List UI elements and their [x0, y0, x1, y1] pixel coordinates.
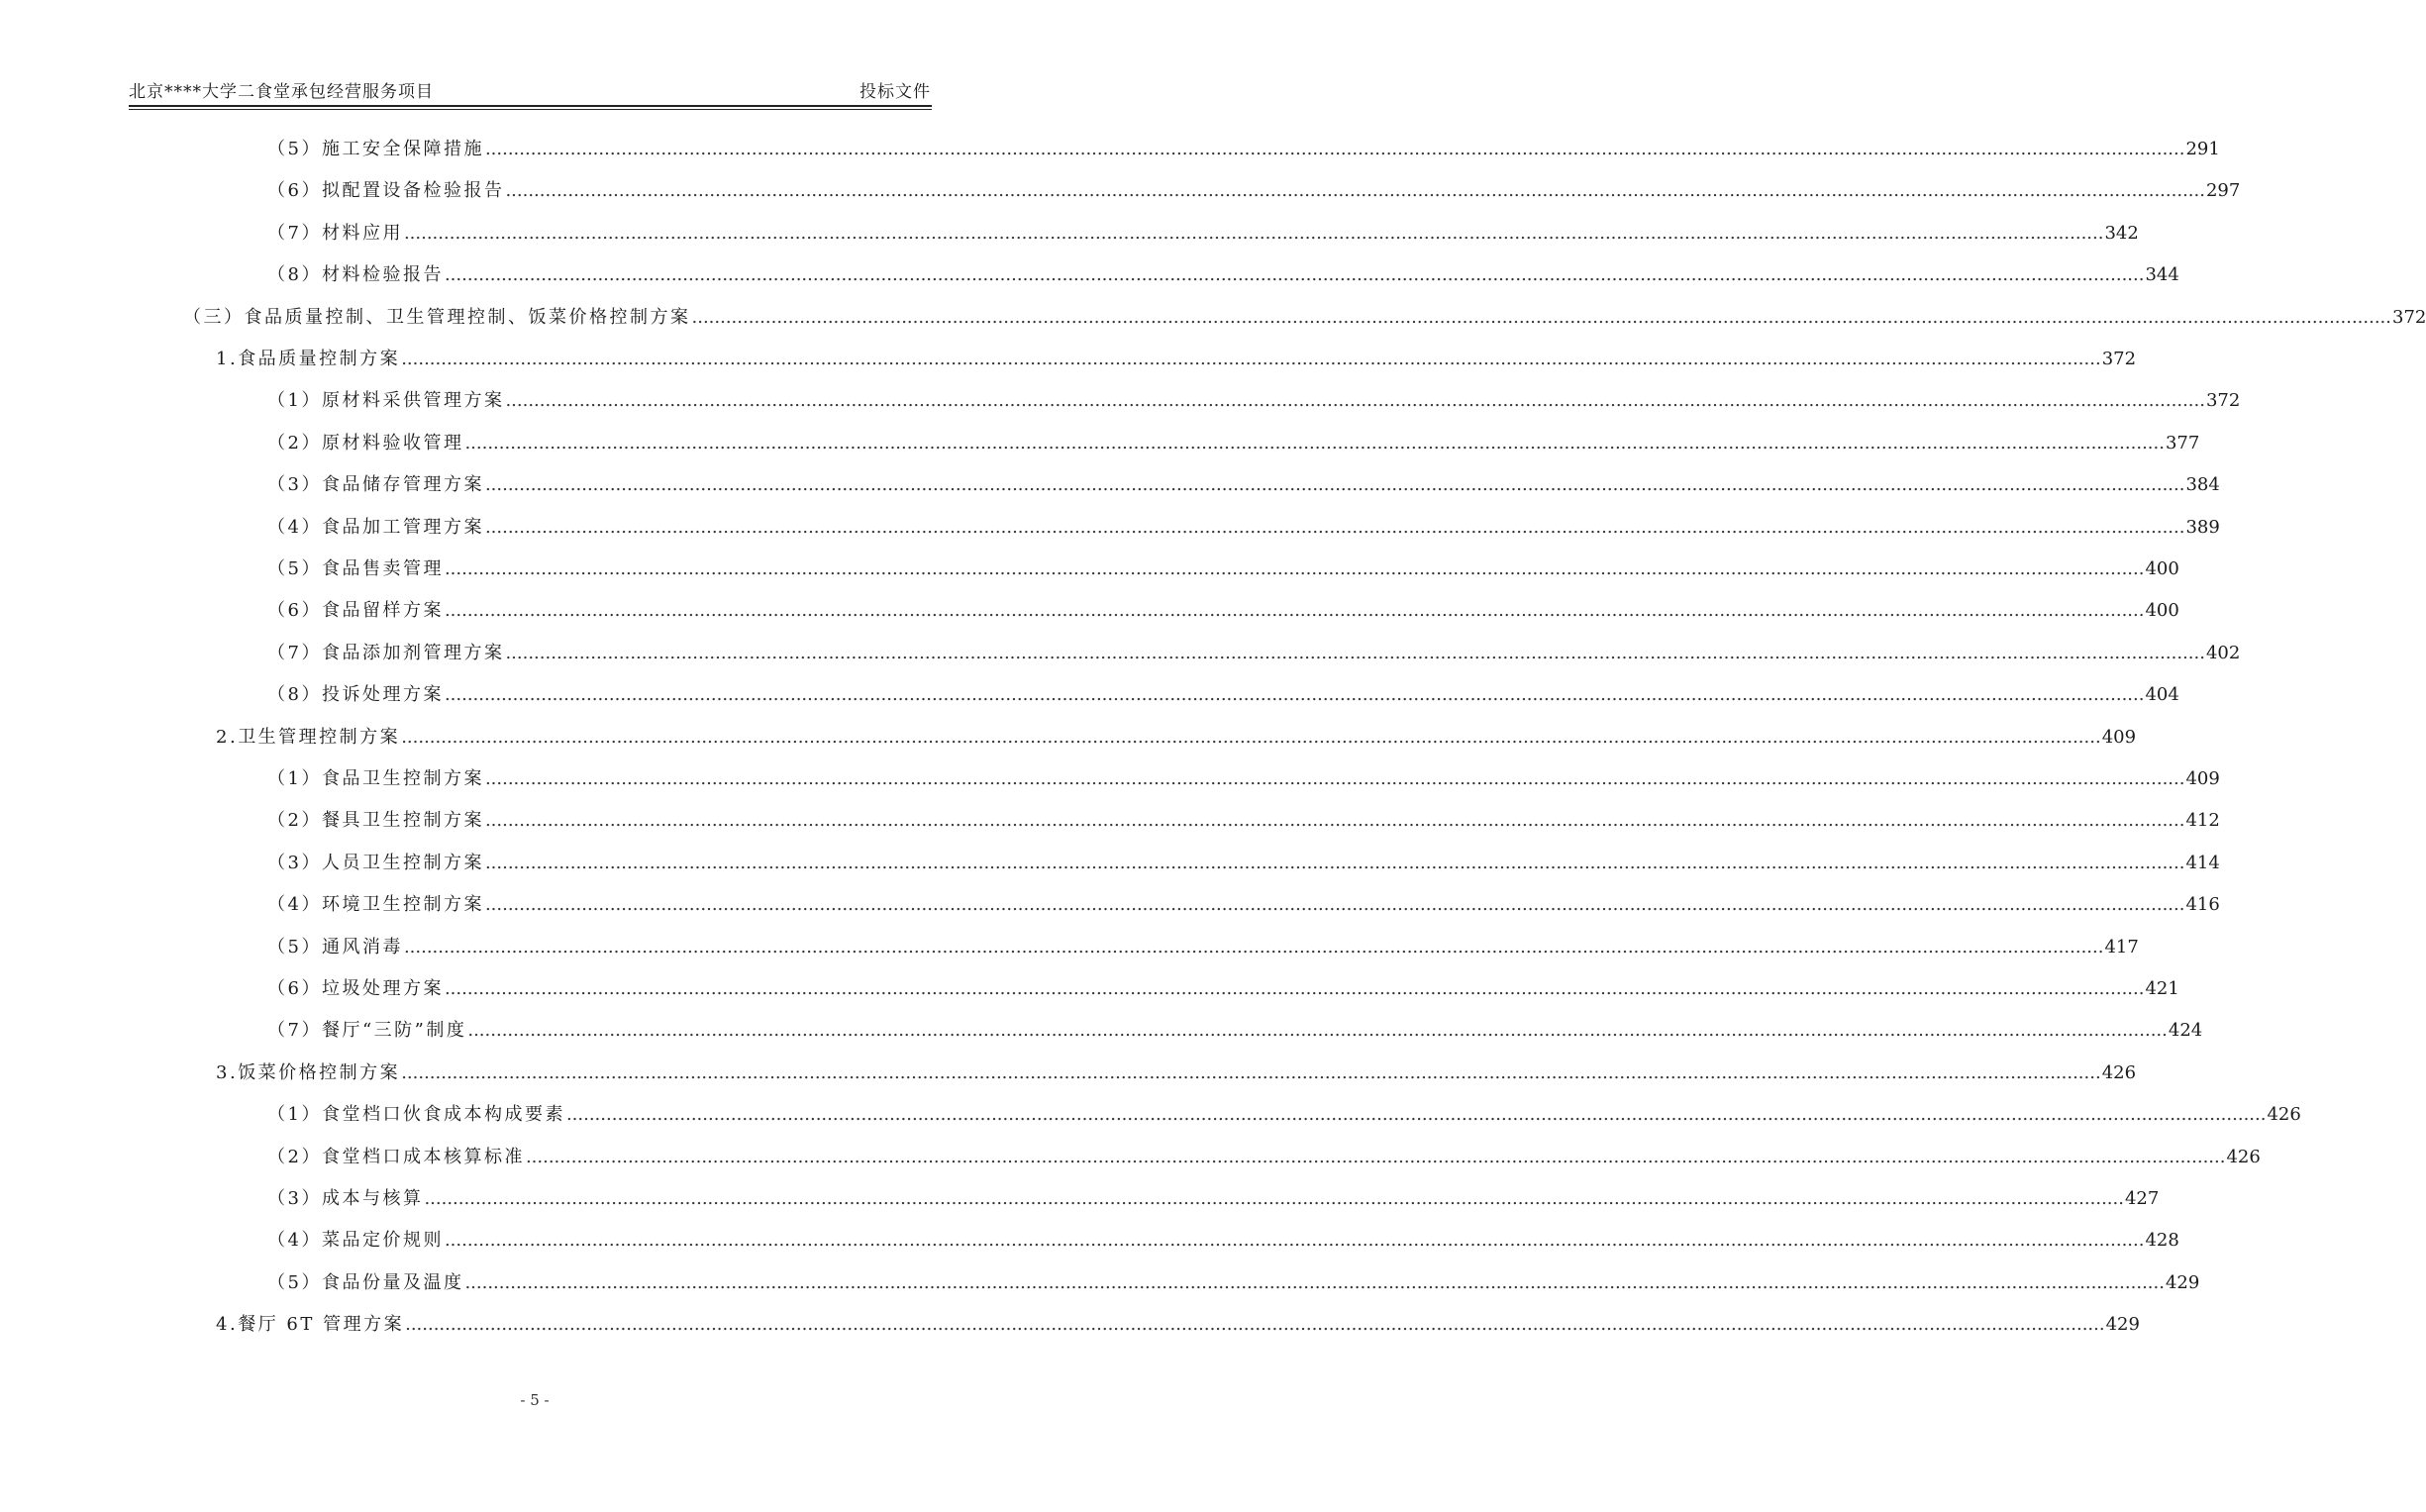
- toc-entry[interactable]: [267, 508, 2220, 548]
- toc-entry-number: （4）: [267, 516, 322, 538]
- toc-entry-number: 3.: [216, 1061, 239, 1083]
- toc-entry-page: 372: [2392, 306, 2426, 328]
- toc-entry-title: 环境卫生控制方案: [321, 894, 484, 916]
- toc-entry[interactable]: [267, 1263, 2200, 1303]
- toc-entry[interactable]: [267, 591, 2179, 631]
- toc-entry[interactable]: [267, 1179, 2160, 1219]
- toc-entry-title: 食品卫生控制方案: [321, 768, 484, 789]
- header-project-title: 北京****大学二食堂承包经营服务项目: [129, 82, 434, 102]
- toc-entry-number: （3）: [267, 852, 322, 873]
- toc-entry-title: 饭菜价格控制方案: [238, 1061, 401, 1083]
- toc-entry-title: 餐厅 6T 管理方案: [238, 1314, 405, 1336]
- toc-dot-leader: ............................................................................................................................................................................................................................................................................................................: [444, 1230, 2145, 1252]
- toc-entry-page: 389: [2185, 516, 2220, 538]
- toc-entry[interactable]: [267, 759, 2220, 799]
- toc-entry-title: 原材料采供管理方案: [321, 390, 505, 412]
- page-number: - 5 -: [520, 1391, 550, 1409]
- toc-entry-title: 卫生管理控制方案: [238, 726, 401, 748]
- toc-entry[interactable]: [267, 1011, 2203, 1051]
- toc-entry[interactable]: [267, 381, 2241, 421]
- toc-entry-page: 384: [2185, 474, 2220, 496]
- toc-entry-number: （4）: [267, 894, 322, 916]
- toc-entry[interactable]: [267, 130, 2220, 169]
- toc-entry-number: （8）: [267, 264, 322, 286]
- toc-dot-leader: ............................................................................................................................................................................................................................................................................................................: [484, 768, 2185, 789]
- toc-entry-page: 414: [2185, 852, 2220, 873]
- toc-entry-page: 416: [2185, 894, 2220, 916]
- toc-dot-leader: ............................................................................................................................................................................................................................................................................................................: [484, 474, 2185, 496]
- toc-entry-page: 429: [2165, 1271, 2200, 1293]
- toc-entry-number: （7）: [267, 642, 322, 663]
- toc-entry-title: 餐具卫生控制方案: [321, 810, 484, 832]
- page-header: [129, 77, 931, 105]
- toc-entry[interactable]: [267, 969, 2179, 1009]
- toc-entry[interactable]: [267, 424, 2200, 463]
- toc-entry-page: 344: [2145, 264, 2179, 286]
- toc-entry-page: 372: [2101, 349, 2137, 369]
- toc-entry-page: 421: [2145, 978, 2179, 999]
- toc-dot-leader: ............................................................................................................................................................................................................................................................................................................: [505, 180, 2205, 202]
- toc-dot-leader: ............................................................................................................................................................................................................................................................................................................: [444, 978, 2145, 999]
- toc-entry-title: 食品储存管理方案: [321, 474, 484, 496]
- toc-entry-page: 427: [2124, 1188, 2160, 1209]
- toc-entry-page: 428: [2145, 1230, 2179, 1252]
- header-rule-thin: [129, 109, 932, 110]
- toc-entry-title: 食堂档口伙食成本构成要素: [321, 1104, 565, 1126]
- toc-dot-leader: ............................................................................................................................................................................................................................................................................................................: [484, 139, 2185, 159]
- toc-entry-title: 通风消毒: [321, 936, 403, 958]
- toc-entry[interactable]: [267, 634, 2241, 673]
- toc-entry-number: （3）: [267, 1188, 322, 1209]
- toc-entry-title: 原材料验收管理: [321, 432, 464, 454]
- toc-dot-leader: ............................................................................................................................................................................................................................................................................................................: [464, 1271, 2165, 1293]
- toc-entry-page: 291: [2185, 139, 2220, 159]
- toc-entry-page: 404: [2145, 684, 2179, 706]
- toc-entry-title: 施工安全保障措施: [321, 139, 484, 159]
- toc-entry-title: 餐厅“三防”制度: [321, 1020, 467, 1042]
- header-rule-thick: [129, 105, 932, 107]
- toc-dot-leader: ............................................................................................................................................................................................................................................................................................................: [403, 222, 2104, 244]
- toc-entry-number: （5）: [267, 1271, 322, 1293]
- toc-entry-title: 食品质量控制方案: [238, 349, 401, 369]
- toc-entry-number: （5）: [267, 139, 322, 159]
- toc-entry[interactable]: [183, 298, 2426, 338]
- toc-entry-number: 1.: [216, 349, 239, 369]
- toc-entry[interactable]: [267, 255, 2179, 295]
- toc-entry-page: 402: [2205, 642, 2241, 663]
- toc-entry-title: 投诉处理方案: [321, 684, 444, 706]
- toc-entry-title: 成本与核算: [321, 1188, 424, 1209]
- toc-entry-title: 食品质量控制、卫生管理控制、饭菜价格控制方案: [244, 306, 691, 328]
- toc-dot-leader: ............................................................................................................................................................................................................................................................................................................: [691, 306, 2392, 328]
- toc-entry-title: 食品留样方案: [321, 600, 444, 622]
- toc-entry-number: （6）: [267, 180, 322, 202]
- toc-entry-title: 材料应用: [321, 222, 403, 244]
- toc-dot-leader: ............................................................................................................................................................................................................................................................................................................: [505, 642, 2205, 663]
- toc-entry-number: （6）: [267, 600, 322, 622]
- toc-entry-title: 食品售卖管理: [321, 558, 444, 579]
- toc-dot-leader: ............................................................................................................................................................................................................................................................................................................: [467, 1020, 2168, 1042]
- toc-dot-leader: ............................................................................................................................................................................................................................................................................................................: [401, 726, 2101, 748]
- toc-dot-leader: ............................................................................................................................................................................................................................................................................................................: [444, 264, 2145, 286]
- toc-entry-number: （三）: [183, 306, 245, 328]
- toc-dot-leader: ............................................................................................................................................................................................................................................................................................................: [484, 810, 2185, 832]
- toc-entry-number: （8）: [267, 684, 322, 706]
- toc-entry-page: 409: [2185, 768, 2220, 789]
- toc-entry[interactable]: [267, 844, 2220, 883]
- toc-entry-number: （5）: [267, 936, 322, 958]
- toc-entry-title: 垃圾处理方案: [321, 978, 444, 999]
- toc-entry-number: （7）: [267, 222, 322, 244]
- toc-entry[interactable]: [267, 214, 2139, 253]
- toc-entry-page: 409: [2101, 726, 2137, 748]
- toc-entry[interactable]: [216, 1305, 2140, 1345]
- toc-entry-page: 429: [2105, 1314, 2140, 1336]
- toc-dot-leader: ............................................................................................................................................................................................................................................................................................................: [401, 349, 2101, 369]
- toc-dot-leader: ............................................................................................................................................................................................................................................................................................................: [444, 684, 2145, 706]
- toc-dot-leader: ............................................................................................................................................................................................................................................................................................................: [401, 1061, 2101, 1083]
- toc-entry-title: 食品加工管理方案: [321, 516, 484, 538]
- toc-entry-page: 412: [2185, 810, 2220, 832]
- toc-entry-number: （1）: [267, 1104, 322, 1126]
- toc-dot-leader: ............................................................................................................................................................................................................................................................................................................: [444, 558, 2145, 579]
- toc-entry-page: 400: [2145, 600, 2179, 622]
- toc-entry-number: （5）: [267, 558, 322, 579]
- toc-entry-page: 426: [2101, 1061, 2137, 1083]
- toc-entry-title: 拟配置设备检验报告: [321, 180, 505, 202]
- toc-entry[interactable]: [267, 801, 2220, 841]
- toc-entry-title: 食品添加剂管理方案: [321, 642, 505, 663]
- toc-dot-leader: ............................................................................................................................................................................................................................................................................................................: [484, 516, 2185, 538]
- toc-entry[interactable]: [267, 1221, 2179, 1260]
- toc-entry-page: 417: [2104, 936, 2139, 958]
- toc-entry-number: （7）: [267, 1020, 322, 1042]
- header-doc-type: 投标文件: [859, 82, 931, 102]
- toc-dot-leader: ............................................................................................................................................................................................................................................................................................................: [484, 894, 2185, 916]
- toc-entry-page: 372: [2205, 390, 2241, 412]
- toc-entry-number: （2）: [267, 810, 322, 832]
- toc-entry-number: （1）: [267, 390, 322, 412]
- toc-entry[interactable]: [267, 1095, 2301, 1135]
- toc-entry-number: （2）: [267, 1146, 322, 1167]
- toc-entry[interactable]: [267, 885, 2220, 925]
- toc-entry-page: 426: [2226, 1146, 2261, 1167]
- toc-entry-number: 4.: [216, 1314, 239, 1336]
- toc-entry-page: 297: [2205, 180, 2241, 202]
- toc-entry-page: 377: [2165, 432, 2200, 454]
- toc-entry[interactable]: [267, 1138, 2261, 1177]
- toc-entry-title: 菜品定价规则: [321, 1230, 444, 1252]
- toc-entry-number: （2）: [267, 432, 322, 454]
- toc-entry-title: 材料检验报告: [321, 264, 444, 286]
- toc-entry[interactable]: [267, 465, 2220, 505]
- toc-entry[interactable]: [216, 1054, 2137, 1093]
- toc-entry-number: （1）: [267, 768, 322, 789]
- toc-entry-title: 食堂档口成本核算标准: [321, 1146, 525, 1167]
- toc-entry-number: （4）: [267, 1230, 322, 1252]
- toc-dot-leader: ............................................................................................................................................................................................................................................................................................................: [424, 1188, 2124, 1209]
- toc-entry[interactable]: [267, 675, 2179, 715]
- toc-entry-title: 人员卫生控制方案: [321, 852, 484, 873]
- toc-entry-page: 400: [2145, 558, 2179, 579]
- toc-dot-leader: ............................................................................................................................................................................................................................................................................................................: [403, 936, 2104, 958]
- toc-dot-leader: ............................................................................................................................................................................................................................................................................................................: [405, 1314, 2105, 1336]
- toc-dot-leader: ............................................................................................................................................................................................................................................................................................................: [444, 600, 2145, 622]
- toc-entry-page: 424: [2168, 1020, 2203, 1042]
- toc-entry[interactable]: [267, 928, 2139, 967]
- toc-entry-number: 2.: [216, 726, 239, 748]
- toc-entry-page: 426: [2267, 1104, 2301, 1126]
- toc-dot-leader: ............................................................................................................................................................................................................................................................................................................: [464, 432, 2165, 454]
- toc-entry-number: （3）: [267, 474, 322, 496]
- toc-dot-leader: ............................................................................................................................................................................................................................................................................................................: [484, 852, 2185, 873]
- toc-entry-number: （6）: [267, 978, 322, 999]
- toc-dot-leader: ............................................................................................................................................................................................................................................................................................................: [505, 390, 2205, 412]
- toc-entry[interactable]: [267, 171, 2241, 211]
- toc-entry[interactable]: [216, 340, 2137, 379]
- toc-entry-page: 342: [2104, 222, 2139, 244]
- toc-dot-leader: ............................................................................................................................................................................................................................................................................................................: [525, 1146, 2226, 1167]
- toc-entry-title: 食品份量及温度: [321, 1271, 464, 1293]
- toc-entry[interactable]: [216, 718, 2137, 757]
- toc-dot-leader: ............................................................................................................................................................................................................................................................................................................: [565, 1104, 2267, 1126]
- toc-entry[interactable]: [267, 550, 2179, 589]
